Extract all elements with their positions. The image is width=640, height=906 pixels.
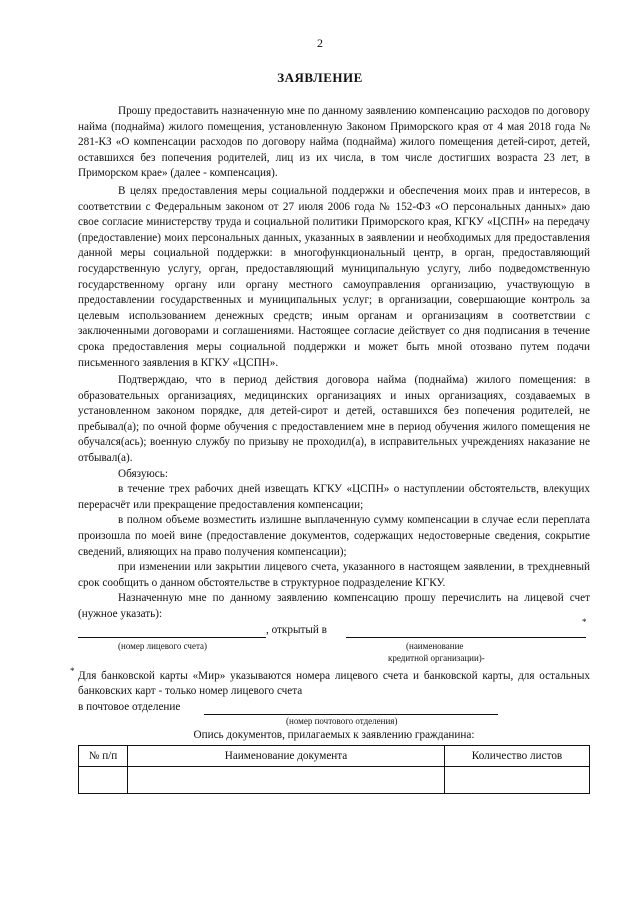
col-page-count: Количество листов [445, 746, 590, 767]
post-office-label: в почтовое отделение [78, 700, 181, 713]
page-number: 2 [317, 36, 323, 50]
cell-number[interactable] [79, 767, 128, 794]
post-office-line [78, 700, 590, 716]
paragraph-request: Прошу предоставить назначенную мне по данному заявлению компенсацию расходов по договору найма (поднайма) жилого помещения, установленную Законом Приморского края от 4 мая 2018 года № 281-КЗ «О компенсации расходов по договору найма (поднайма) жилого помещения детей-сирот, детей, оставшихся без попечения родителей, лиц из их числа, в том числе достигших возраста 23 лет, в Приморском крае» (далее - компенсация). [78, 105, 590, 180]
docs-table-row [79, 767, 590, 794]
docs-table [78, 745, 590, 794]
paragraph-consent: В целях предоставления меры социальной поддержки и обеспечения моих прав и интересов, в соответствии с Федеральным законом от 27 июля 2006 года № 152-ФЗ «О персональных данных» даю свое согласие министерству труда и социальной политики Приморского края, КГКУ «ЦСПН» на передачу (предоставление) моих персональных данных, указанных в заявлении и необходимых для предоставления данной меры социальной поддержки: в многофункциональный центр, в орган, предоставляющий государственную услугу, орган, предоставляющий муниципальную услугу, либо подведомственную государственному органу или органу местного самоуправления организацию, участвующую в предоставлении государственных и муниципальных услуг; в организации, совершающие контроль за целевым использованием денежных средств; иным органам и организациям в соответствии с заключенными договорами и соглашениями. Настоящее согласие действует со дня подписания в течение срока предоставления меры социальной поддержки и может быть мной отозвано путем подачи письменного заявления в КГКУ «ЦСПН». [78, 184, 590, 369]
docs-table-heading: Опись документов, прилагаемых к заявлению гражданина: [193, 728, 475, 741]
footnote-text: Для банковской карты «Мир» указываются номера лицевого счета и банковской карты, для остальных банковских карт - только номер лицевого счета [78, 669, 590, 698]
col-number: № п/п [79, 746, 128, 767]
paragraph-obligation-3: при изменении или закрытии лицевого счета, указанного в настоящем заявлении, в трехдневный срок сообщить о данном обстоятельстве в структурное подразделение КГКУ. [78, 561, 590, 589]
document-body [70, 104, 590, 794]
document-title: ЗАЯВЛЕНИЕ [277, 70, 363, 85]
account-captions [78, 641, 590, 667]
asterisk-mark: * [582, 616, 587, 627]
bank-name-field[interactable] [346, 625, 586, 638]
account-line [78, 616, 590, 641]
bank-caption-line2: кредитной организации)- [388, 652, 485, 663]
footnote-mark: * [70, 665, 75, 676]
paragraph-obligations-heading: Обязуюсь: [118, 467, 168, 480]
paragraph-confirmation: Подтверждаю, что в период действия договора найма (поднайма) жилого помещения: в образовательных организациях, медицинских организациях и иных организациях, создаваемых в установленном законом порядке, для детей-сирот и детей, оставшихся без попечения родителей, не пребывал(а); по очной форме обучения с предоставлением мне в период обучения жилого помещения не обучался(ась); военную службу по призыву не проходил(а), в исправительных учреждениях наказание не отбывал(а). [78, 374, 590, 465]
paragraph-obligation-1: в течение трех рабочих дней извещать КГКУ «ЦСПН» о наступлении обстоятельств, влекущих перерасчёт или прекращение предоставления компенсации; [78, 483, 590, 511]
cell-doc-name[interactable] [128, 767, 445, 794]
cell-page-count[interactable] [445, 767, 590, 794]
account-number-field[interactable] [78, 625, 266, 638]
post-office-caption: (номер почтового отделения) [286, 715, 398, 726]
post-office-caption-row [78, 716, 590, 728]
paragraph-obligation-2: в полном объеме возместить излишне выплаченную сумму компенсации в случае если переплата произошла по моей вине (предоставление документов, содержащих недостоверные сведения, сокрытие сведений, влияющих на право получения компенсации); [78, 514, 590, 558]
account-number-caption: (номер лицевого счета) [118, 640, 207, 651]
paragraph-transfer: Назначенную мне по данному заявлению компенсацию прошу перечислить на лицевой счет (нужное указать): [78, 592, 590, 620]
col-doc-name: Наименование документа [128, 746, 445, 767]
bank-caption-line1: (наименование [406, 640, 464, 651]
docs-table-header-row [79, 746, 590, 767]
post-office-field[interactable] [204, 702, 498, 715]
footnote [70, 665, 590, 700]
opened-in-label: , открытый в [266, 623, 327, 636]
